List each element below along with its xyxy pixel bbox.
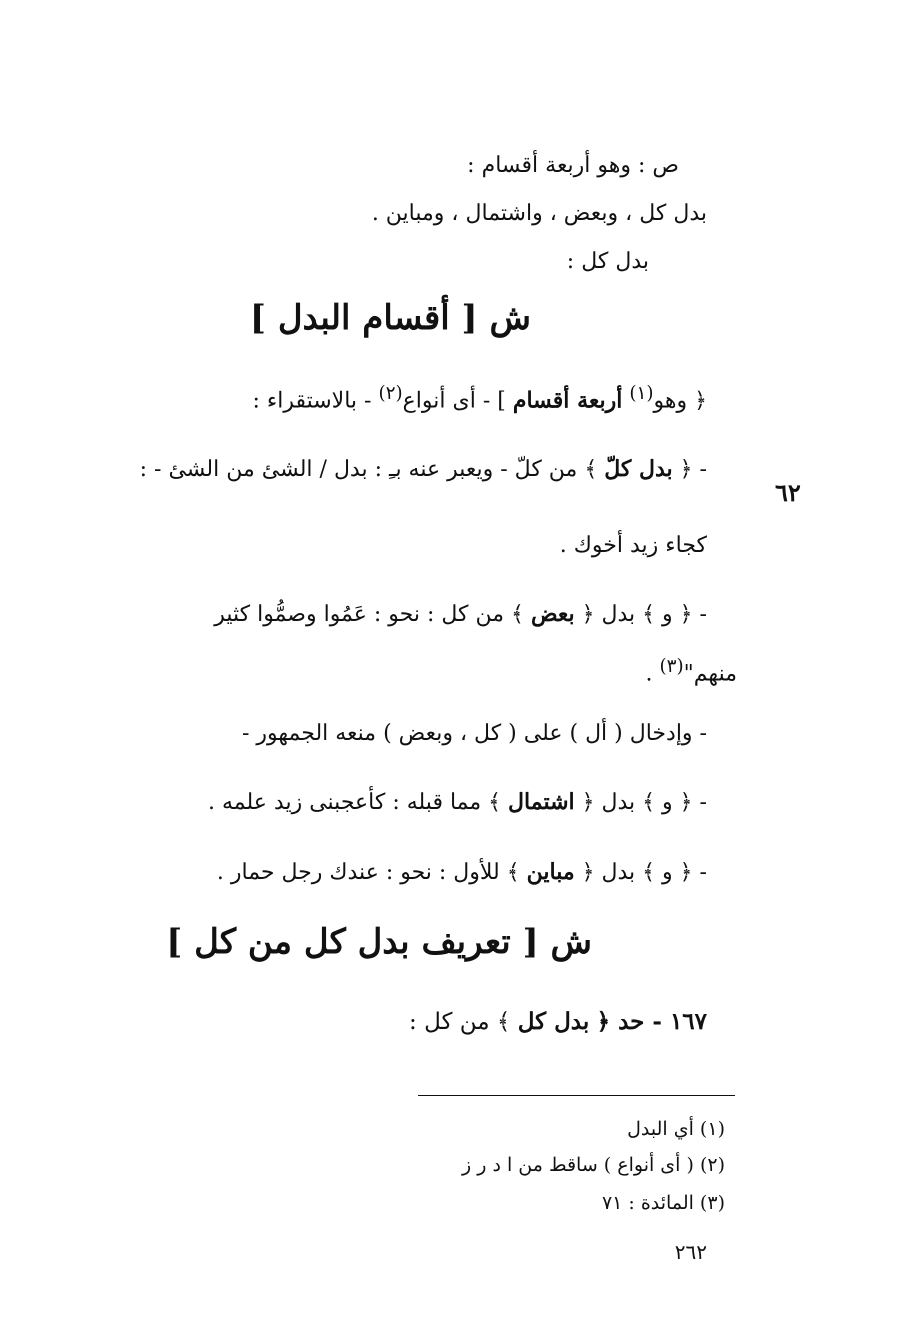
paragraph-badal-baad-cont [646,655,738,689]
p8-bold: بدل كل [517,1008,590,1035]
p1-middle: ] - أى أنواع [402,388,506,414]
paragraph-badal-ishtimal [208,788,707,818]
p8-number: ١٦٧ - حد ﴿ [596,1008,707,1035]
p1-end: - بالاستقراء : [252,388,372,414]
p6-rest: ﴾ مما قبله : كأعجبنى زيد علمه . [208,790,502,815]
footnote-ref-3: (٣) [659,656,684,677]
p7-bold: مباين [526,859,575,885]
p1-open: ﴿ وهو [653,388,707,414]
matn-line-1: ص : وهو أربعة أقسام : [467,153,679,178]
p6-bold: اشتمال [508,789,575,815]
footnote-separator [418,1095,735,1096]
footnote-2: (٢) ( أى أنواع ) ساقط من ا د ر ز [462,1154,725,1176]
page-number: ٢٦٢ [674,1240,707,1264]
p8-rest: ﴾ من كل : [409,1009,511,1035]
section-heading-definition: ش [ تعريف بدل كل من كل ] [166,922,592,962]
p1-bold: أربعة أقسام [512,387,623,414]
p4b-end: . [645,661,660,687]
p7-rest: ﴾ للأول : نحو : عندك رجل حمار . [216,860,520,885]
p4-bold: بعض [530,601,575,627]
p4-rest: ﴾ من كل : نحو : عَمُوا وصمُّوا كثير [214,602,524,627]
paragraph-definition-167 [409,1007,707,1038]
footnote-ref-2: (٢) [378,383,403,404]
margin-number: ٦٢ [775,478,801,507]
footnote-1: (١) أي البدل [627,1118,725,1140]
p2-open: - ﴿ [679,457,707,482]
matn-line-2: بدل كل ، وبعض ، واشتمال ، ومباين . [371,201,707,226]
p2-bold: بدل كلّ [604,456,673,482]
footnote-ref-1: (١) [629,383,654,404]
p7-open: - ﴿ و ﴾ بدل ﴿ [581,860,707,885]
paragraph-al-note: - وإدخال ( أل ) على ( كل ، وبعض ) منعه الجمهور - [241,721,707,746]
paragraph-badal-kull [140,455,707,485]
paragraph-example-1: كجاء زيد أخوك . [559,533,707,558]
paragraph-badal-baad [214,600,707,630]
p4-open: - ﴿ و ﴾ بدل ﴿ [581,602,707,627]
section-heading-divisions: ش [ أقسام البدل ] [249,298,531,338]
paragraph-four-types [252,382,707,416]
p4b-text: منهم" [683,661,737,687]
p2-rest: ﴾ من كلّ - ويعبر عنه بـِ : بدل / الشئ من الشئ - : [139,457,598,482]
p6-open: - ﴿ و ﴾ بدل ﴿ [581,790,707,815]
footnote-3: (٣) المائدة : ٧١ [601,1192,725,1214]
paragraph-badal-mubayin [217,858,707,888]
matn-line-3: بدل كل : [566,249,649,274]
